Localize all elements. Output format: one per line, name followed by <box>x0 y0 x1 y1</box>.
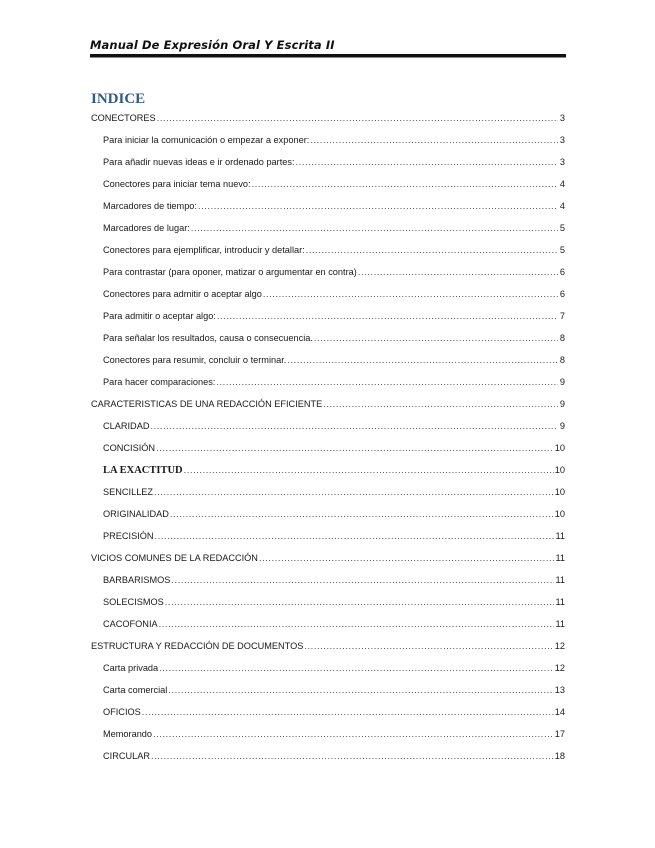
toc-dot-leader <box>216 376 558 388</box>
toc-dot-leader <box>154 486 554 498</box>
toc-entry-label: Para hacer comparaciones: <box>103 377 216 387</box>
toc-entry-page-number: 9 <box>559 399 565 409</box>
toc-entry[interactable] <box>91 222 565 244</box>
toc-entry-page-number: 11 <box>555 575 565 585</box>
toc-entry-label: VICIOS COMUNES DE LA REDACCIÓN <box>91 553 258 563</box>
toc-entry-label: Carta privada <box>103 663 159 673</box>
toc-dot-leader <box>358 266 558 278</box>
toc-dot-leader <box>157 112 558 124</box>
toc-dot-leader <box>198 200 558 212</box>
toc-entry[interactable] <box>91 178 565 200</box>
toc-dot-leader <box>153 728 554 740</box>
toc-entry-label: BARBARISMOS <box>103 575 171 585</box>
toc-entry[interactable] <box>91 156 565 178</box>
toc-entry-page-number: 10 <box>554 487 565 497</box>
toc-entry-page-number: 12 <box>554 641 565 651</box>
toc-entry[interactable] <box>91 332 565 354</box>
toc-dot-leader <box>217 310 558 322</box>
toc-entry-label: Marcadores de lugar: <box>103 223 190 233</box>
toc-entry-label: ORIGINALIDAD <box>103 509 169 519</box>
toc-entry[interactable] <box>91 508 565 530</box>
toc-dot-leader <box>184 464 554 476</box>
toc-entry[interactable] <box>91 420 565 442</box>
toc-entry-label: CONECTORES <box>91 113 156 123</box>
toc-entry-label: PRECISIÓN <box>103 531 154 541</box>
toc-entry-label: Para señalar los resultados, causa o consecuencia. <box>103 333 313 343</box>
toc-entry[interactable] <box>91 530 565 552</box>
toc-heading: INDICE <box>91 91 146 107</box>
toc-entry[interactable] <box>91 728 565 750</box>
toc-dot-leader <box>171 574 554 586</box>
toc-entry-page-number: 4 <box>559 179 565 189</box>
toc-dot-leader <box>159 618 555 630</box>
toc-dot-leader <box>191 222 558 234</box>
toc-entry-page-number: 9 <box>559 377 565 387</box>
table-of-contents <box>91 112 565 772</box>
toc-entry-label: Conectores para resumir, concluir o terminar. <box>103 355 287 365</box>
toc-entry[interactable] <box>91 662 565 684</box>
toc-dot-leader <box>314 332 558 344</box>
toc-entry-page-number: 18 <box>554 751 565 761</box>
toc-dot-leader <box>159 662 554 674</box>
toc-entry-label: OFICIOS <box>103 707 141 717</box>
toc-entry-page-number: 11 <box>555 531 565 541</box>
toc-entry-label: CLARIDAD <box>103 421 150 431</box>
toc-dot-leader <box>323 398 558 410</box>
toc-dot-leader <box>306 244 558 256</box>
toc-entry-label: Marcadores de tiempo: <box>103 201 197 211</box>
toc-entry[interactable] <box>91 464 565 486</box>
toc-dot-leader <box>259 552 555 564</box>
toc-entry-label: CACOFONIA <box>103 619 158 629</box>
toc-dot-leader <box>168 684 553 696</box>
toc-dot-leader <box>296 156 558 168</box>
toc-entry[interactable] <box>91 112 565 134</box>
toc-entry-page-number: 11 <box>555 619 565 629</box>
page-header <box>90 38 566 58</box>
toc-entry-page-number: 8 <box>559 355 565 365</box>
toc-entry-label: CARACTERISTICAS DE UNA REDACCIÓN EFICIENTE <box>91 399 323 409</box>
toc-entry[interactable] <box>91 200 565 222</box>
toc-dot-leader <box>263 288 558 300</box>
toc-entry-page-number: 4 <box>559 201 565 211</box>
toc-entry-page-number: 7 <box>559 311 565 321</box>
toc-entry-page-number: 6 <box>559 289 565 299</box>
toc-entry-page-number: 10 <box>554 465 565 475</box>
toc-entry-page-number: 10 <box>554 443 565 453</box>
toc-entry-page-number: 13 <box>554 685 565 695</box>
toc-entry-label: CONCISIÓN <box>103 443 156 453</box>
toc-dot-leader <box>156 442 554 454</box>
toc-entry-label: SOLECISMOS <box>103 597 164 607</box>
toc-entry-page-number: 5 <box>559 223 565 233</box>
header-divider <box>90 54 566 58</box>
toc-dot-leader <box>151 750 554 762</box>
toc-entry-page-number: 9 <box>559 421 565 431</box>
toc-dot-leader <box>165 596 555 608</box>
toc-entry-page-number: 12 <box>554 663 565 673</box>
toc-entry[interactable] <box>91 596 565 618</box>
toc-dot-leader <box>170 508 554 520</box>
toc-entry-page-number: 3 <box>559 157 565 167</box>
document-title: Manual De Expresión Oral Y Escrita II <box>90 38 335 52</box>
toc-entry[interactable] <box>91 310 565 332</box>
toc-dot-leader <box>142 706 554 718</box>
toc-entry-label: Para contrastar (para oponer, matizar o argumentar en contra) <box>103 267 357 277</box>
toc-dot-leader <box>287 354 558 366</box>
toc-entry-page-number: 17 <box>554 729 565 739</box>
toc-entry-page-number: 5 <box>559 245 565 255</box>
toc-entry-page-number: 6 <box>559 267 565 277</box>
toc-entry[interactable] <box>91 618 565 640</box>
toc-entry[interactable] <box>91 552 565 574</box>
toc-entry[interactable] <box>91 750 565 772</box>
toc-entry-label: Para añadir nuevas ideas e ir ordenado partes: <box>103 157 295 167</box>
toc-entry[interactable] <box>91 574 565 596</box>
toc-entry[interactable] <box>91 442 565 464</box>
toc-entry-page-number: 3 <box>559 135 565 145</box>
toc-entry-label: Para admitir o aceptar algo: <box>103 311 216 321</box>
toc-dot-leader <box>304 640 553 652</box>
toc-entry[interactable] <box>91 640 565 662</box>
toc-entry-page-number: 3 <box>559 113 565 123</box>
toc-entry[interactable] <box>91 134 565 156</box>
toc-entry-page-number: 11 <box>555 597 565 607</box>
toc-entry-label: SENCILLEZ <box>103 487 154 497</box>
toc-entry-label: Conectores para iniciar tema nuevo: <box>103 179 251 189</box>
toc-entry[interactable] <box>91 288 565 310</box>
toc-entry-label: CIRCULAR <box>103 751 150 761</box>
toc-entry-label: Carta comercial <box>103 685 168 695</box>
toc-dot-leader <box>310 134 558 146</box>
toc-entry-label: Conectores para ejemplificar, introducir y detallar: <box>103 245 305 255</box>
toc-entry[interactable] <box>91 684 565 706</box>
toc-entry-page-number: 14 <box>554 707 565 717</box>
toc-entry[interactable] <box>91 266 565 288</box>
toc-entry-label: Para iniciar la comunicación o empezar a exponer: <box>103 135 310 145</box>
toc-entry-page-number: 8 <box>559 333 565 343</box>
toc-entry-page-number: 11 <box>555 553 565 563</box>
toc-entry[interactable] <box>91 706 565 728</box>
toc-entry-label: Memorando <box>103 729 153 739</box>
toc-entry-label: Conectores para admitir o aceptar algo <box>103 289 262 299</box>
toc-entry-label: ESTRUCTURA Y REDACCIÓN DE DOCUMENTOS <box>91 641 304 651</box>
toc-entry[interactable] <box>91 486 565 508</box>
toc-entry-page-number: 10 <box>554 509 565 519</box>
toc-dot-leader <box>150 420 558 432</box>
toc-entry-label: LA EXACTITUD <box>103 465 183 476</box>
toc-entry[interactable] <box>91 244 565 266</box>
toc-entry[interactable] <box>91 398 565 420</box>
toc-dot-leader <box>252 178 558 190</box>
toc-dot-leader <box>155 530 555 542</box>
toc-entry[interactable] <box>91 376 565 398</box>
toc-entry[interactable] <box>91 354 565 376</box>
